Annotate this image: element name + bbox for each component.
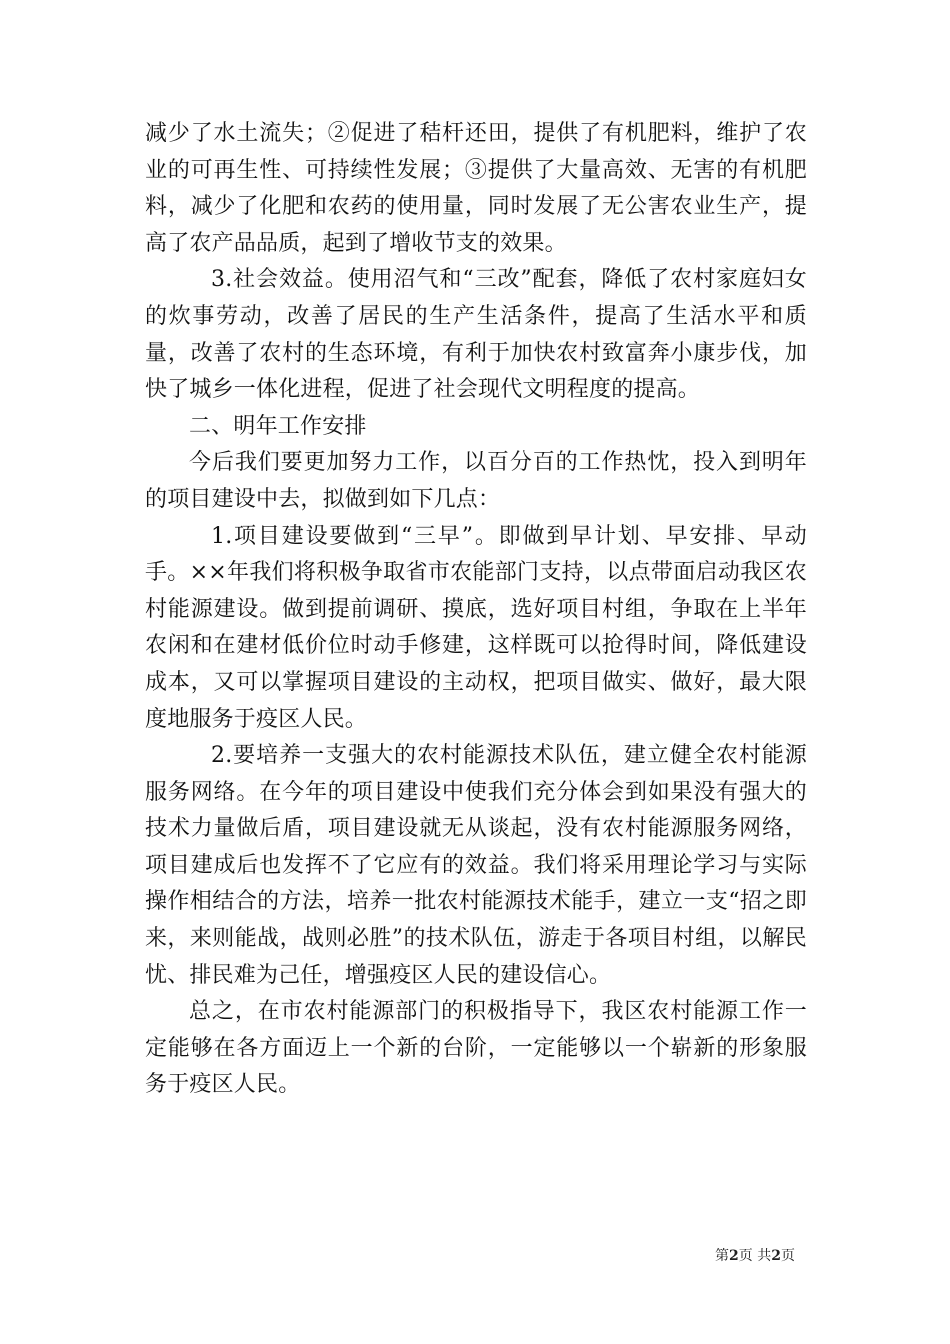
paragraph-social-benefits: 3.社会效益。使用沼气和“三改”配套，降低了农村家庭妇女的炊事劳动，改善了居民的生产生活条件，提高了生活水平和质量，改善了农村的生态环境，有利于加快农村致富奔小康步伐，加快了城乡一体化进程，促进了社会现代文明程度的提高。 [145, 267, 807, 403]
footer-current-page: 2 [729, 1248, 739, 1264]
paragraph-intro: 今后我们要更加努力工作，以百分百的工作热忱，投入到明年的项目建设中去，拟做到如下几点： [145, 450, 807, 512]
section-heading: 二、明年工作安排 [189, 413, 367, 439]
footer-middle: 页 共 [738, 1248, 772, 1264]
paragraph-point-1: 1.项目建设要做到“三早”。即做到早计划、早安排、早动手。××年我们将积极争取省市农能部门支持，以点带面启动我区农村能源建设。做到提前调研、摸底，选好项目村组，争取在上半年农闲和在建材低价位时动手修建，这样既可以抢得时间，降低建设成本，又可以掌握项目建设的主动权，把项目做实、做好，最大限度地服务于疫区人民。 [145, 523, 807, 732]
page-number-footer [715, 1247, 795, 1265]
document-body [145, 116, 807, 1104]
paragraph-point-2: 2.要培养一支强大的农村能源技术队伍，建立健全农村能源服务网络。在今年的项目建设中使我们充分体会到如果没有强大的技术力量做后盾，项目建设就无从谈起，没有农村能源服务网络，项目建成后也发挥不了它应有的效益。我们将采用理论学习与实际操作相结合的方法，培养一批农村能源技术能手，建立一支“招之即来，来则能战，战则必胜”的技术队伍，游走于各项目村组，以解民忧、排民难为己任，增强疫区人民的建设信心。 [145, 743, 807, 988]
footer-suffix: 页 [780, 1248, 795, 1264]
paragraph-continued-benefits: 减少了水土流失；②促进了秸杆还田，提供了有机肥料，维护了农业的可再生性、可持续性发展；③提供了大量高效、无害的有机肥料，减少了化肥和农药的使用量，同时发展了无公害农业生产，提高了农产品品质，起到了增收节支的效果。 [145, 121, 807, 256]
footer-total-pages: 2 [771, 1248, 781, 1264]
paragraph-conclusion: 总之，在市农村能源部门的积极指导下，我区农村能源工作一定能够在各方面迈上一个新的台阶，一定能够以一个崭新的形象服务于疫区人民。 [145, 999, 807, 1098]
footer-prefix: 第 [715, 1248, 729, 1264]
